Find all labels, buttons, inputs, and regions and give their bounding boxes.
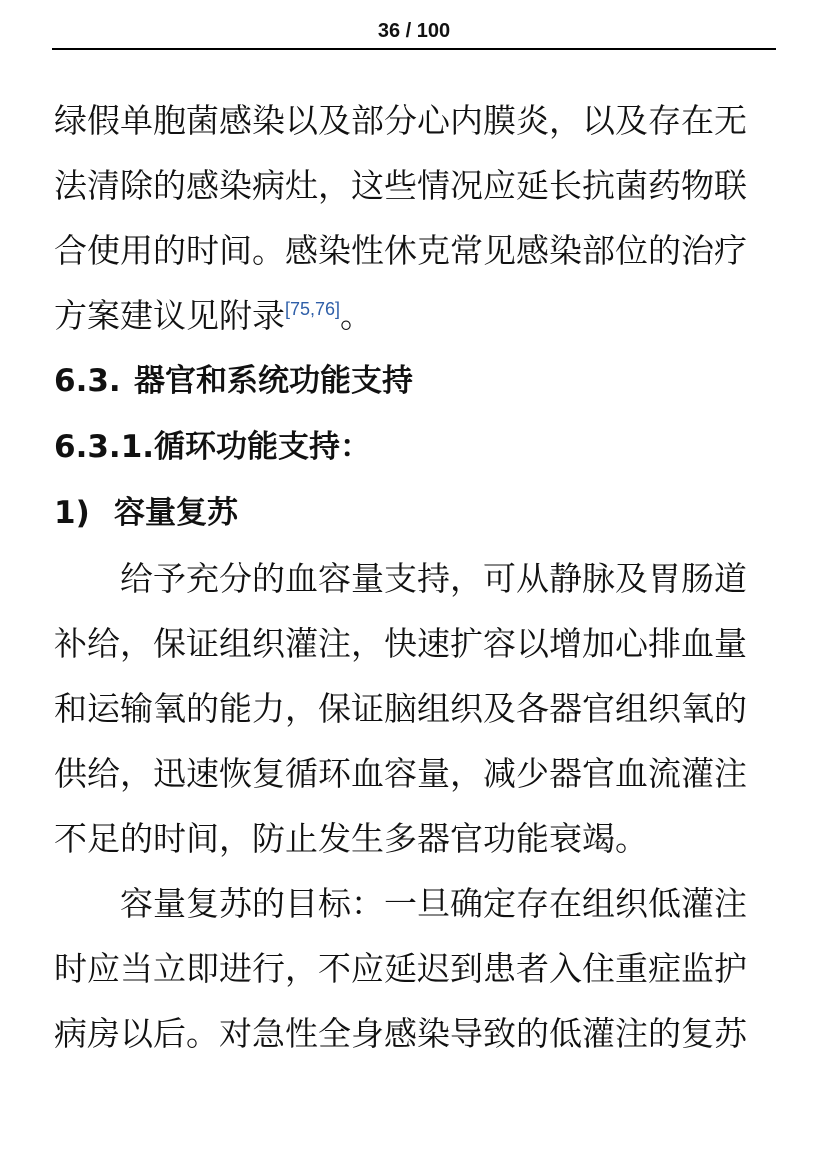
paragraph-text: 绿假单胞菌感染以及部分心内膜炎，以及存在无法清除的感染病灶，这些情况应延长抗菌药物联合使用的时间。感染性休克常见感染部位的治疗方案建议见附录 [54,101,747,335]
subsection-title: 容量复苏 [114,495,238,531]
paragraph-end: 。 [340,296,374,335]
section-number: 6.3.1. [54,429,155,465]
page-number: 36 / 100 [377,20,451,42]
header-divider [52,48,776,50]
section-title: 器官和系统功能支持 [134,363,413,399]
section-heading-6-3-1 [54,414,774,480]
paragraph-volume-support: 给予充分的血容量支持，可从静脉及胃肠道补给，保证组织灌注，快速扩容以增加心排血量和运输氧的能力，保证脑组织及各器官组织氧的供给，迅速恢复循环血容量，减少器官血流灌注不足的时间，防止发生多器官功能衰竭。 [54,559,747,858]
section-number: 6.3. [54,363,121,399]
subsection-heading-1 [54,480,774,546]
section-heading-6-3 [54,348,774,414]
section-title: 循环功能支持： [154,429,371,465]
page-content [54,88,774,1066]
paragraph-resuscitation-goal: 容量复苏的目标：一旦确定存在组织低灌注时应当立即进行，不应延迟到患者入住重症监护病房以后。对急性全身感染导致的低灌注的复苏 [54,884,747,1053]
subsection-number: 1) [54,495,90,531]
paragraph-continued [54,88,774,348]
citation-link[interactable]: [75,76] [285,299,341,319]
